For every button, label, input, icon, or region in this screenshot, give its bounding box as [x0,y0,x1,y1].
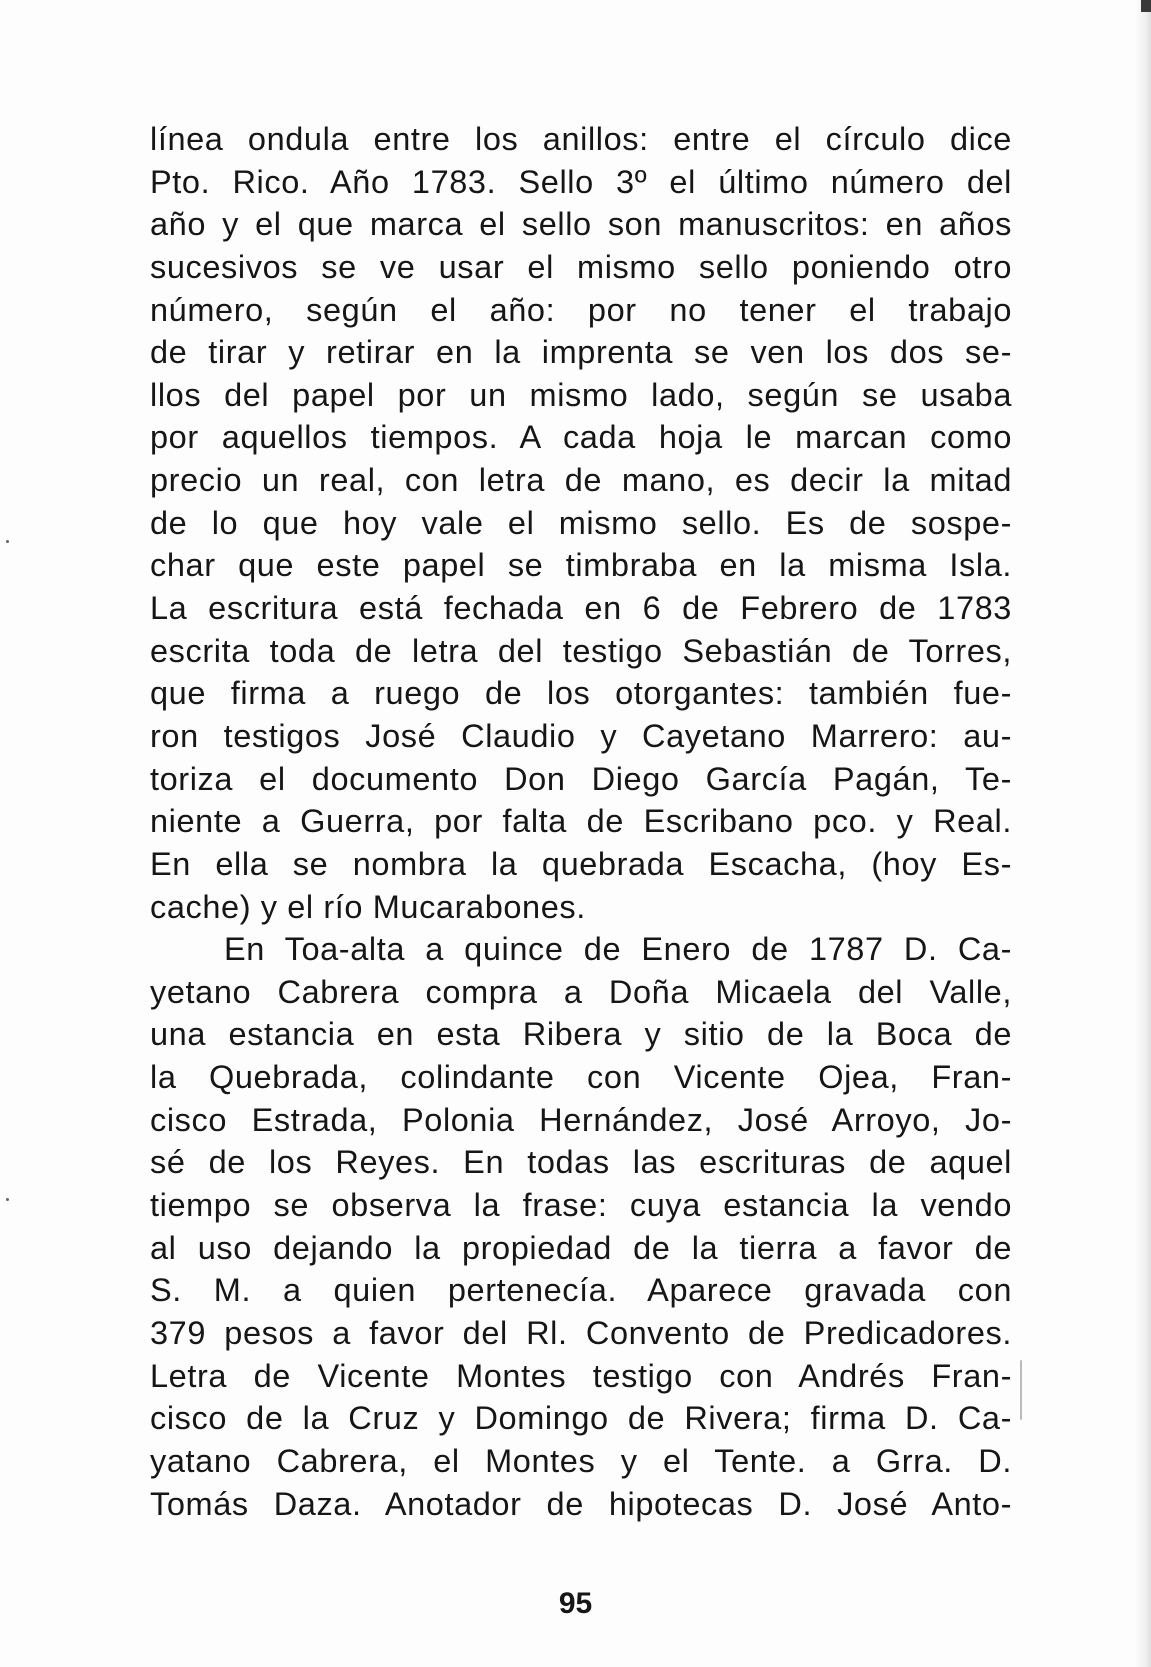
text-line: cisco Estrada, Polonia Hernández, José Arroyo, Jo- [150,1101,1012,1138]
text-line: sucesivos se ve usar el mismo sello poniendo otro [150,248,1012,285]
text-line: escrita toda de letra del testigo Sebastián de Torres, [150,632,1012,669]
page-number: 95 [558,1587,593,1620]
text-line: número, según el año: por no tener el trabajo [150,291,1012,328]
text-line: por aquellos tiempos. A cada hoja le marcan como [150,419,1012,456]
text-line: año y el que marca el sello son manuscritos: en años [150,206,1012,243]
text-line: llos del papel por un mismo lado, según se usaba [150,376,1012,413]
text-line: al uso dejando la propiedad de la tierra a favor de [150,1229,1012,1266]
text-line: de tirar y retirar en la imprenta se ven los dos se- [150,334,1012,371]
text-line: 379 pesos a favor del Rl. Convento de Predicadores. [150,1314,1012,1351]
text-line: La escritura está fechada en 6 de Febrero de 1783 [150,590,1012,627]
text-line: toriza el documento Don Diego García Pagán, Te- [150,760,1012,797]
text-line: sé de los Reyes. En todas las escrituras de aquel [150,1144,1012,1181]
text-line: char que este papel se timbraba en la misma Isla. [150,547,1012,584]
text-line: Pto. Rico. Año 1783. Sello 3º el último número del [150,163,1012,200]
paragraph-start-line: En Toa-alta a quince de Enero de 1787 D. Ca- [224,931,1012,968]
text-line: cisco de la Cruz y Domingo de Rivera; firma D. Ca- [150,1400,1012,1437]
text-line: Letra de Vicente Montes testigo con Andrés Fran- [150,1357,1012,1394]
corner-mark [1141,0,1151,12]
text-line: precio un real, con letra de mano, es decir la mitad [150,462,1012,499]
text-line: línea ondula entre los anillos: entre el círculo dice [150,121,1012,157]
text-line: En ella se nombra la quebrada Escacha, (hoy Es- [150,845,1012,882]
text-line: S. M. a quien pertenecía. Aparece gravada con [150,1272,1012,1309]
text-line: yatano Cabrera, el Montes y el Tente. a Grra. D. [150,1442,1012,1479]
text-line: ron testigos José Claudio y Cayetano Marrero: au- [150,717,1012,754]
margin-speck [1020,1360,1022,1420]
text-line: una estancia en esta Ribera y sitio de la Boca de [150,1016,1012,1053]
text-line: niente a Guerra, por falta de Escribano pco. y Real. [150,803,1012,840]
text-line: la Quebrada, colindante con Vicente Ojea, Fran- [150,1059,1012,1096]
text-line: Tomás Daza. Anotador de hipotecas D. José Anto- [150,1485,1012,1522]
paragraph-end-line: cache) y el río Mucarabones. [150,888,586,925]
text-line: yetano Cabrera compra a Doña Micaela del Valle, [150,973,1012,1010]
margin-speck [6,1198,9,1201]
text-line: que firma a ruego de los otorgantes: también fue- [150,675,1012,712]
text-line: de lo que hoy vale el mismo sello. Es de sospe- [150,504,1012,541]
margin-speck [6,540,9,543]
body-text [150,118,1012,1525]
text-line: tiempo se observa la frase: cuya estancia la vendo [150,1187,1012,1224]
page-edge-shadow [1135,0,1151,1667]
